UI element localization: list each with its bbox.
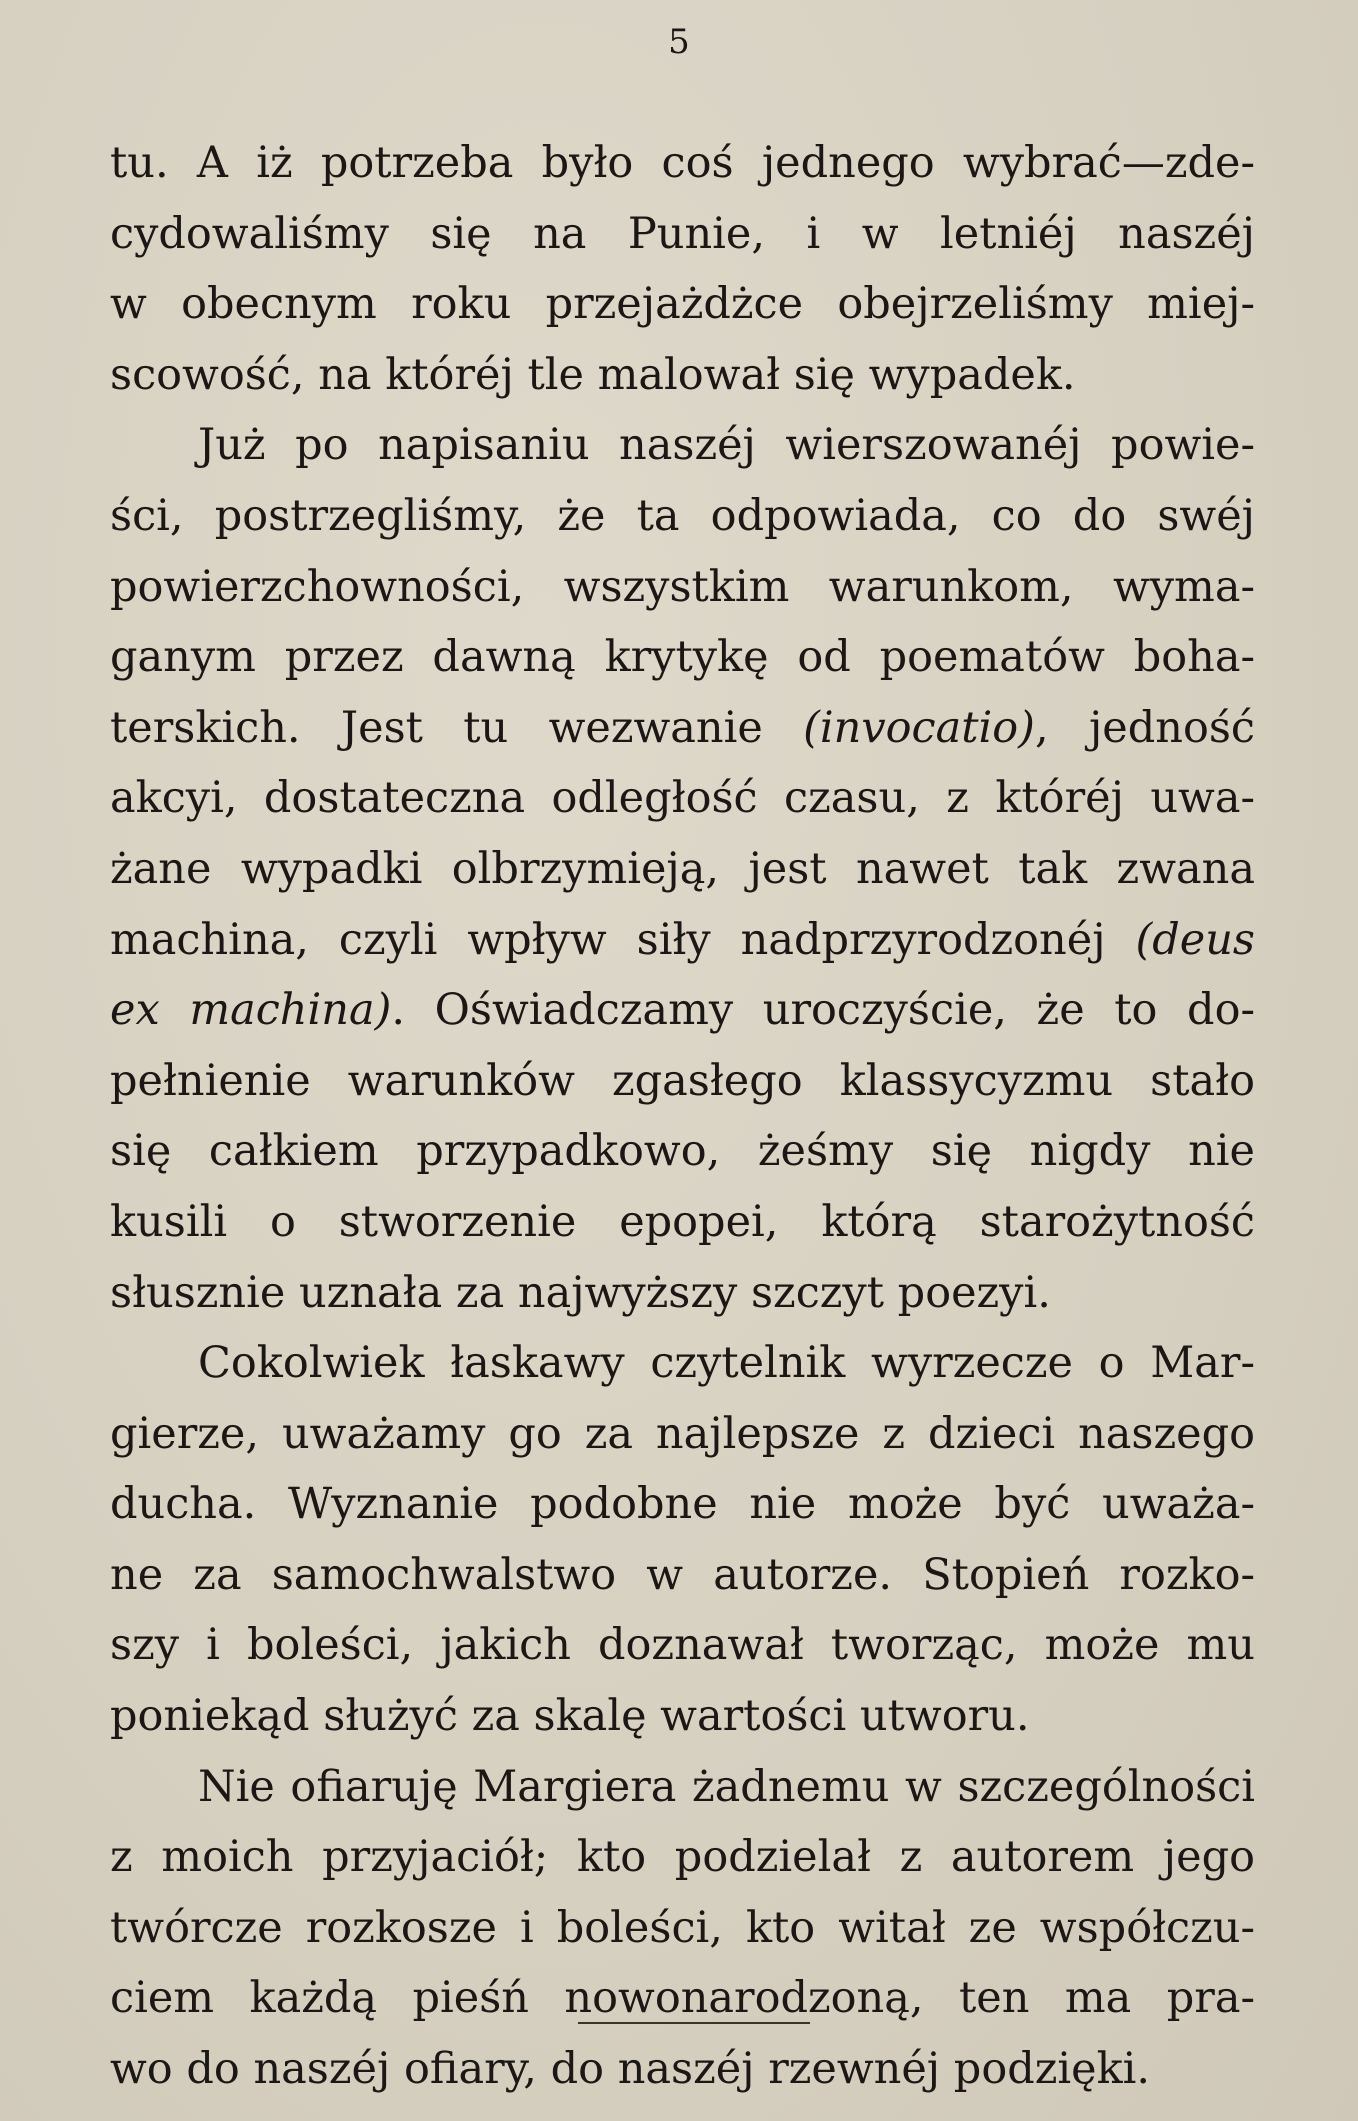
text-line: powierzchowności, wszystkim warunkom, wyma- [110, 561, 1255, 612]
text-line: ducha. Wyznanie podobne nie może być uważa- [110, 1479, 1255, 1530]
italic-term: (invocatio) [803, 702, 1035, 753]
text-line: szy i boleści, jakich doznawał tworząc, może mu [110, 1620, 1255, 1671]
text-line: w obecnym roku przejażdżce obejrzeliśmy miej- [110, 279, 1255, 330]
italic-term: (deus [1135, 914, 1255, 965]
text-line: ści, postrzegliśmy, że ta odpowiada, co do swéj [110, 490, 1255, 541]
text-line: wo do naszéj ofiary, do naszéj rzewnéj podzięki. [110, 2044, 1151, 2095]
text-run: terskich. Jest tu wezwanie [110, 702, 804, 753]
text-run: . Oświadczamy uroczyście, że to do- [391, 985, 1255, 1036]
text-line: kusili o stworzenie epopei, którą starożytność [110, 1196, 1255, 1247]
text-line: gierze, uważamy go za najlepsze z dzieci naszego [110, 1408, 1255, 1459]
text-line: słusznie uznała za najwyższy szczyt poezyi. [110, 1267, 1051, 1318]
text-line: ciem każdą pieśń nowonarodzoną, ten ma pra- [110, 1973, 1255, 2024]
text-line: twórcze rozkosze i boleści, kto witał ze współczu- [110, 1902, 1255, 1953]
text-line: z moich przyjaciół; kto podzielał z autorem jego [110, 1832, 1255, 1883]
text-line: poniekąd służyć za skalę wartości utworu. [110, 1691, 1030, 1742]
text-line: ganym przez dawną krytykę od poematów boha- [110, 632, 1255, 683]
text-line: Cokolwiek łaskawy czytelnik wyrzecze o Mar- [198, 1338, 1255, 1389]
section-divider [578, 2022, 810, 2024]
italic-term: ex machina) [110, 985, 392, 1036]
text-line: ne za samochwalstwo w autorze. Stopień rozko- [110, 1549, 1255, 1600]
text-line: się całkiem przypadkowo, żeśmy się nigdy nie [110, 1126, 1255, 1177]
text-line: scowość, na któréj tle malował się wypadek. [110, 349, 1076, 400]
text-line: Nie ofiaruję Margiera żadnemu w szczególności [198, 1761, 1255, 1812]
text-line: cydowaliśmy się na Punie, i w letniéj naszéj [110, 208, 1255, 259]
text-line [110, 905, 1255, 976]
text-line: akcyi, dostateczna odległość czasu, z któréj uwa- [110, 773, 1255, 824]
text-line: żane wypadki olbrzymieją, jest nawet tak zwana [110, 843, 1255, 894]
text-line: tu. A iż potrzeba było coś jednego wybrać—zde- [110, 138, 1255, 188]
text-run: machina, czyli wpływ siły nadprzyrodzonéj [110, 914, 1136, 965]
text-line [110, 693, 1255, 764]
text-line [110, 975, 1255, 1046]
text-run: , jedność [1034, 702, 1255, 753]
body-text [110, 128, 1255, 2105]
text-line: pełnienie warunków zgasłego klassycyzmu stało [110, 1055, 1255, 1106]
text-line: Już po napisaniu naszéj wierszowanéj powie- [198, 420, 1255, 471]
page-number: 5 [668, 22, 690, 62]
